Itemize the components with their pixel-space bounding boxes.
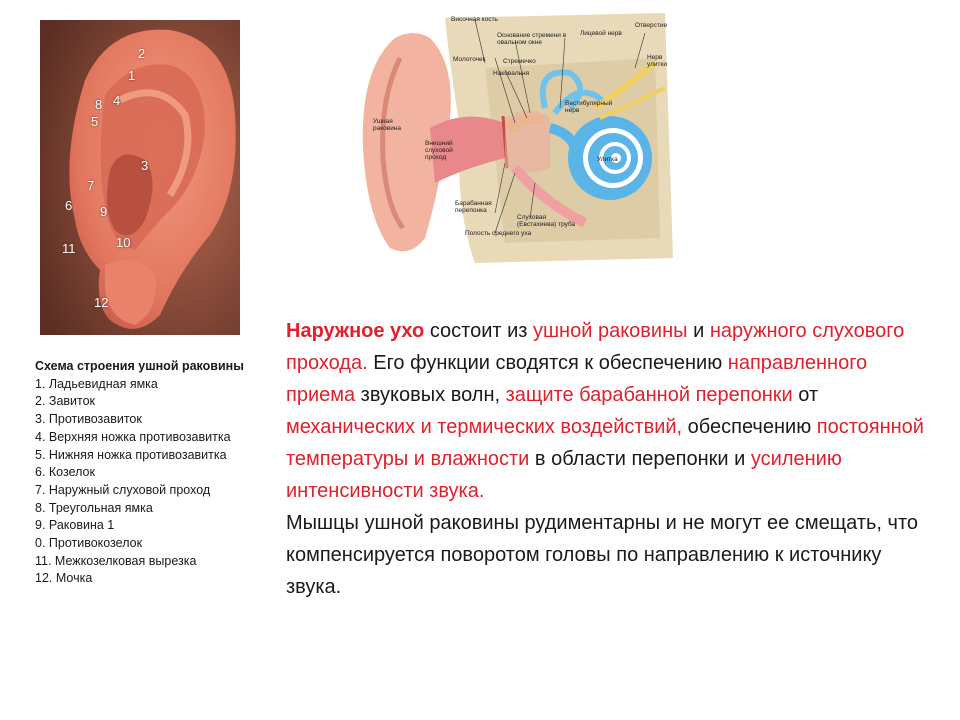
label-cochlear-nerve: Нерв улитки bbox=[647, 54, 667, 68]
label-opening: Отверстие bbox=[635, 22, 668, 29]
label-eardrum: Барабанная перепонка bbox=[455, 200, 492, 214]
text-fragment: Его функции сводятся к обеспечению bbox=[367, 352, 728, 374]
label-temporal-bone: Височная кость bbox=[451, 16, 498, 23]
legend-item: 4. Верхняя ножка противозавитка bbox=[35, 429, 231, 444]
label-cochlea: Улитка bbox=[597, 156, 618, 163]
legend-item: 3. Противозавиток bbox=[35, 412, 142, 427]
legend-item: 11. Межкозелковая вырезка bbox=[35, 553, 197, 568]
label-malleus: Молоточек bbox=[453, 56, 486, 63]
legend-title: Схема строения ушной раковины bbox=[35, 359, 244, 373]
term-eardrum-protection: защите барабанной перепонки bbox=[505, 384, 793, 406]
term-constant-temperature: постоянной температуры и влажности bbox=[286, 416, 924, 470]
legend-item: 9. Раковина 1 bbox=[35, 518, 115, 533]
ear-label-5: 5 bbox=[91, 114, 99, 129]
label-incus: Наковальня bbox=[493, 70, 530, 77]
ear-label-10: 10 bbox=[116, 235, 131, 250]
ear-label-9: 9 bbox=[100, 204, 108, 219]
label-eustachian-tube: Слуховая (Евстахиева) труба bbox=[517, 214, 576, 228]
term-sound-amplification: усилению интенсивности звука. bbox=[286, 448, 842, 502]
label-vestibular-nerve: Вестибулярный нерв bbox=[565, 100, 613, 114]
term-auricle: ушной раковины bbox=[533, 320, 688, 342]
term-outer-ear: Наружное ухо bbox=[286, 320, 425, 342]
legend-item: 8. Треугольная ямка bbox=[35, 500, 153, 515]
legend-item: 2. Завиток bbox=[35, 394, 96, 409]
text-fragment: и bbox=[687, 320, 710, 342]
label-auricle: Ушная раковина bbox=[373, 118, 402, 132]
ear-section-diagram bbox=[355, 8, 675, 270]
term-directional-reception: направленного приема bbox=[286, 352, 868, 406]
ear-label-6: 6 bbox=[65, 198, 73, 213]
label-stapes-base: Основание стремени в овальном окне bbox=[497, 32, 567, 46]
ear-label-3: 3 bbox=[141, 158, 149, 173]
text-fragment: в области перепонки и bbox=[529, 448, 751, 470]
legend-item: 0. Противокозелок bbox=[35, 536, 143, 551]
legend-item: 1. Ладьевидная ямка bbox=[35, 376, 158, 391]
ear-label-11: 11 bbox=[62, 241, 76, 256]
ear-label-4: 4 bbox=[113, 93, 121, 108]
ear-legend bbox=[35, 358, 275, 588]
text-fragment: звуковых волн, bbox=[355, 384, 506, 406]
main-description bbox=[286, 315, 926, 603]
label-facial-nerve: Лицевой нерв bbox=[580, 30, 622, 37]
ear-label-1: 1 bbox=[128, 68, 136, 83]
ear-label-7: 7 bbox=[87, 178, 95, 193]
text-fragment: от bbox=[792, 384, 819, 406]
legend-item: 12. Мочка bbox=[35, 571, 93, 586]
ear-label-12: 12 bbox=[94, 295, 109, 310]
text-fragment: обеспечению bbox=[682, 416, 817, 438]
legend-item: 5. Нижняя ножка противозавитка bbox=[35, 447, 227, 462]
ear-photo-drawing bbox=[40, 20, 240, 335]
legend-item: 6. Козелок bbox=[35, 465, 95, 480]
ear-label-2: 2 bbox=[138, 46, 146, 61]
text-fragment: состоит из bbox=[424, 320, 534, 342]
label-middle-ear: Полость среднего уха bbox=[465, 230, 532, 237]
term-mechanical-thermal: механических и термических воздействий, bbox=[286, 416, 683, 438]
legend-item: 7. Наружный слуховой проход bbox=[35, 482, 211, 497]
label-stirrup: Стремечко bbox=[503, 58, 536, 65]
term-ear-canal: наружного слухового прохода. bbox=[286, 320, 905, 374]
muscles-paragraph: Мышцы ушной раковины рудиментарны и не могут ее смещать, что компенсируется поворотом головы по направлению к источнику звука. bbox=[286, 512, 919, 598]
label-external-canal: Внешний слуховой проход bbox=[425, 140, 453, 161]
ear-photo bbox=[40, 20, 240, 335]
ear-label-8: 8 bbox=[95, 97, 103, 112]
